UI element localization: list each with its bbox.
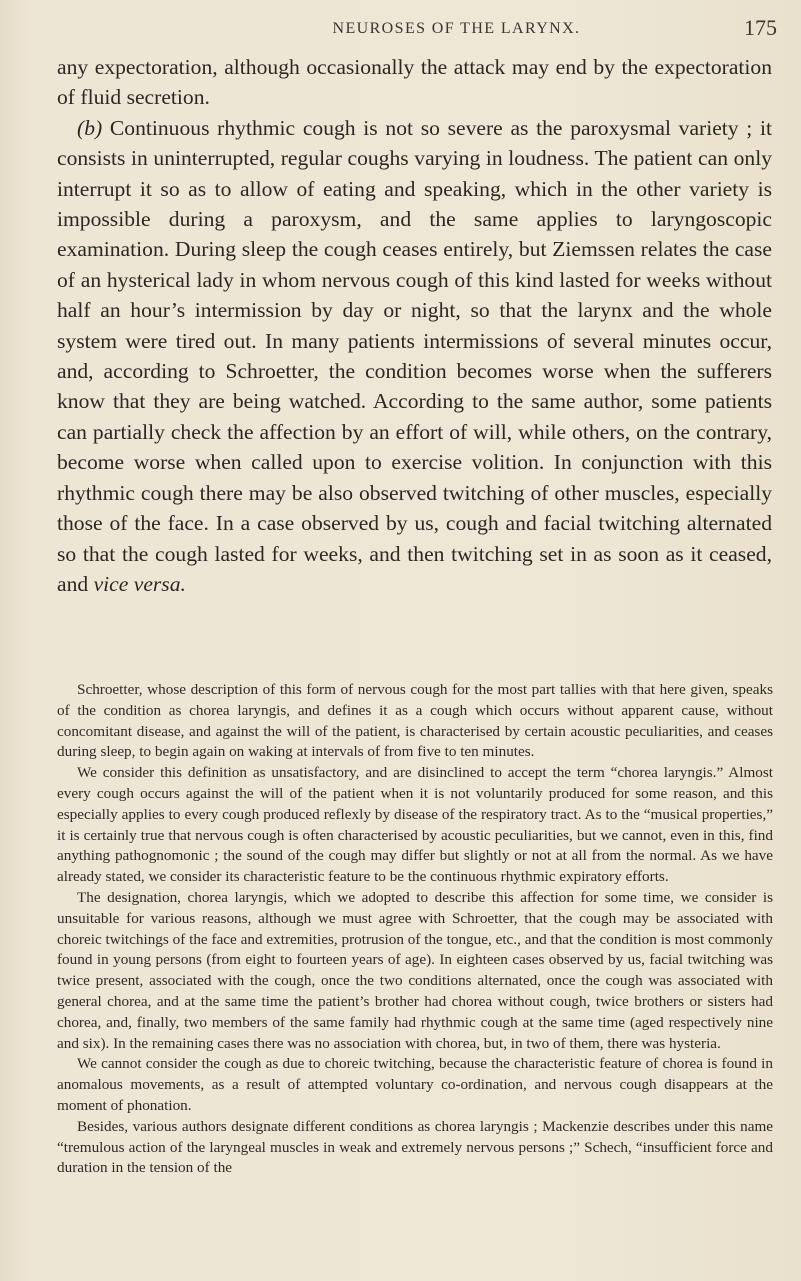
item-label: (b) (77, 115, 103, 140)
paragraph-text: Continuous rhythmic cough is not so severe as the paroxysmal variety ; it consists in uninterrupted, regular coughs varying in loudness. The patient can only interrupt it so as to allow of eating and speaking, which in the other variety is impossible during a paroxysm, and the same applies to laryngoscopic examination. During sleep the cough ceases entirely, but Ziemssen relates the case of an hysterical lady in whom nervous cough of this kind lasted for weeks without half an hour’s intermission by day or night, so that the larynx and the whole system were tired out. In many patients intermissions of several minutes occur, and, according to Schroetter, the condition becomes worse when the sufferers know that they are being watched. According to the same author, some patients can partially check the affection by an effort of will, while others, on the contrary, become worse when called upon to exercise volition. In conjunction with this rhythmic cough there may be also observed twitching of other muscles, especially those of the face. In a case observed by us, cough and facial twitching alternated so that the cough lasted for weeks, and then twitching set in as soon as it ceased, and (57, 115, 772, 596)
note-paragraph: Besides, various authors designate different conditions as chorea laryngis ; Mackenzie describes under this name “tremulous action of the laryngeal muscles in weak and extremely nervous persons ;” Schech, “insufficient force and duration in the tension of the (57, 1117, 773, 1177)
note-paragraph: Schroetter, whose description of this form of nervous cough for the most part tallies with that here given, speaks of the condition as chorea laryngis, and defines it as a cough which occurs without apparent cause, without concomitant disease, and against the will of the patient, is characterised by certain acoustic peculiarities, and ceases during sleep, to begin again on waking at intervals of from five to ten minutes. (57, 681, 773, 761)
italic-phrase: vice versa. (93, 571, 186, 596)
main-text (57, 52, 772, 599)
paragraph-continuation: any expectoration, although occasionally the attack may end by the expectoration of fluid secretion. (57, 55, 772, 110)
note-paragraph: We consider this definition as unsatisfactory, and are disinclined to accept the term “chorea laryngis.” Almost every cough occurs against the will of the patient when it is not voluntarily produced for some reason, and this especially applies to every cough produced reflexly by disease of the respiratory tract. As to the “musical properties,” it is certainly true that nervous cough is often characterised by acoustic peculiarities, but we cannot, even in this, find anything pathognomonic ; the sound of the cough may differ but slightly or not at all from the normal. As we have already stated, we consider its characteristic feature to be the continuous rhythmic expiratory efforts. (57, 764, 773, 886)
page-number: 175 (744, 15, 777, 40)
running-title: NEUROSES OF THE LARYNX. (332, 20, 581, 37)
running-head (136, 15, 777, 50)
note-paragraph: We cannot consider the cough as due to choreic twitching, because the characteristic feature of chorea is found in anomalous movements, as a result of attempted voluntary co-ordination, and nervous cough disappears at the moment of phonation. (57, 1055, 773, 1114)
note-paragraph: The designation, chorea laryngis, which we adopted to describe this affection for some time, we consider is unsuitable for various reasons, although we must agree with Schroetter, that the cough may be associated with choreic twitchings of the face and extremities, protrusion of the tongue, etc., and that the condition is most commonly found in young persons (from eight to fourteen years of age). In eighteen cases observed by us, facial twitching was twice present, associated with the cough, once the two conditions alternated, once the cough was associated with general chorea, and at the same time the patient’s brother had chorea without cough, twice brothers or sisters had chorea, and, finally, two members of the same family had rhythmic cough at the same time (aged respectively nine and six). In the remaining cases there was no association with chorea, but, in two of them, there was hysteria. (57, 888, 773, 1052)
small-print-notes (57, 680, 773, 1179)
paragraph-continuous-cough (57, 113, 772, 600)
